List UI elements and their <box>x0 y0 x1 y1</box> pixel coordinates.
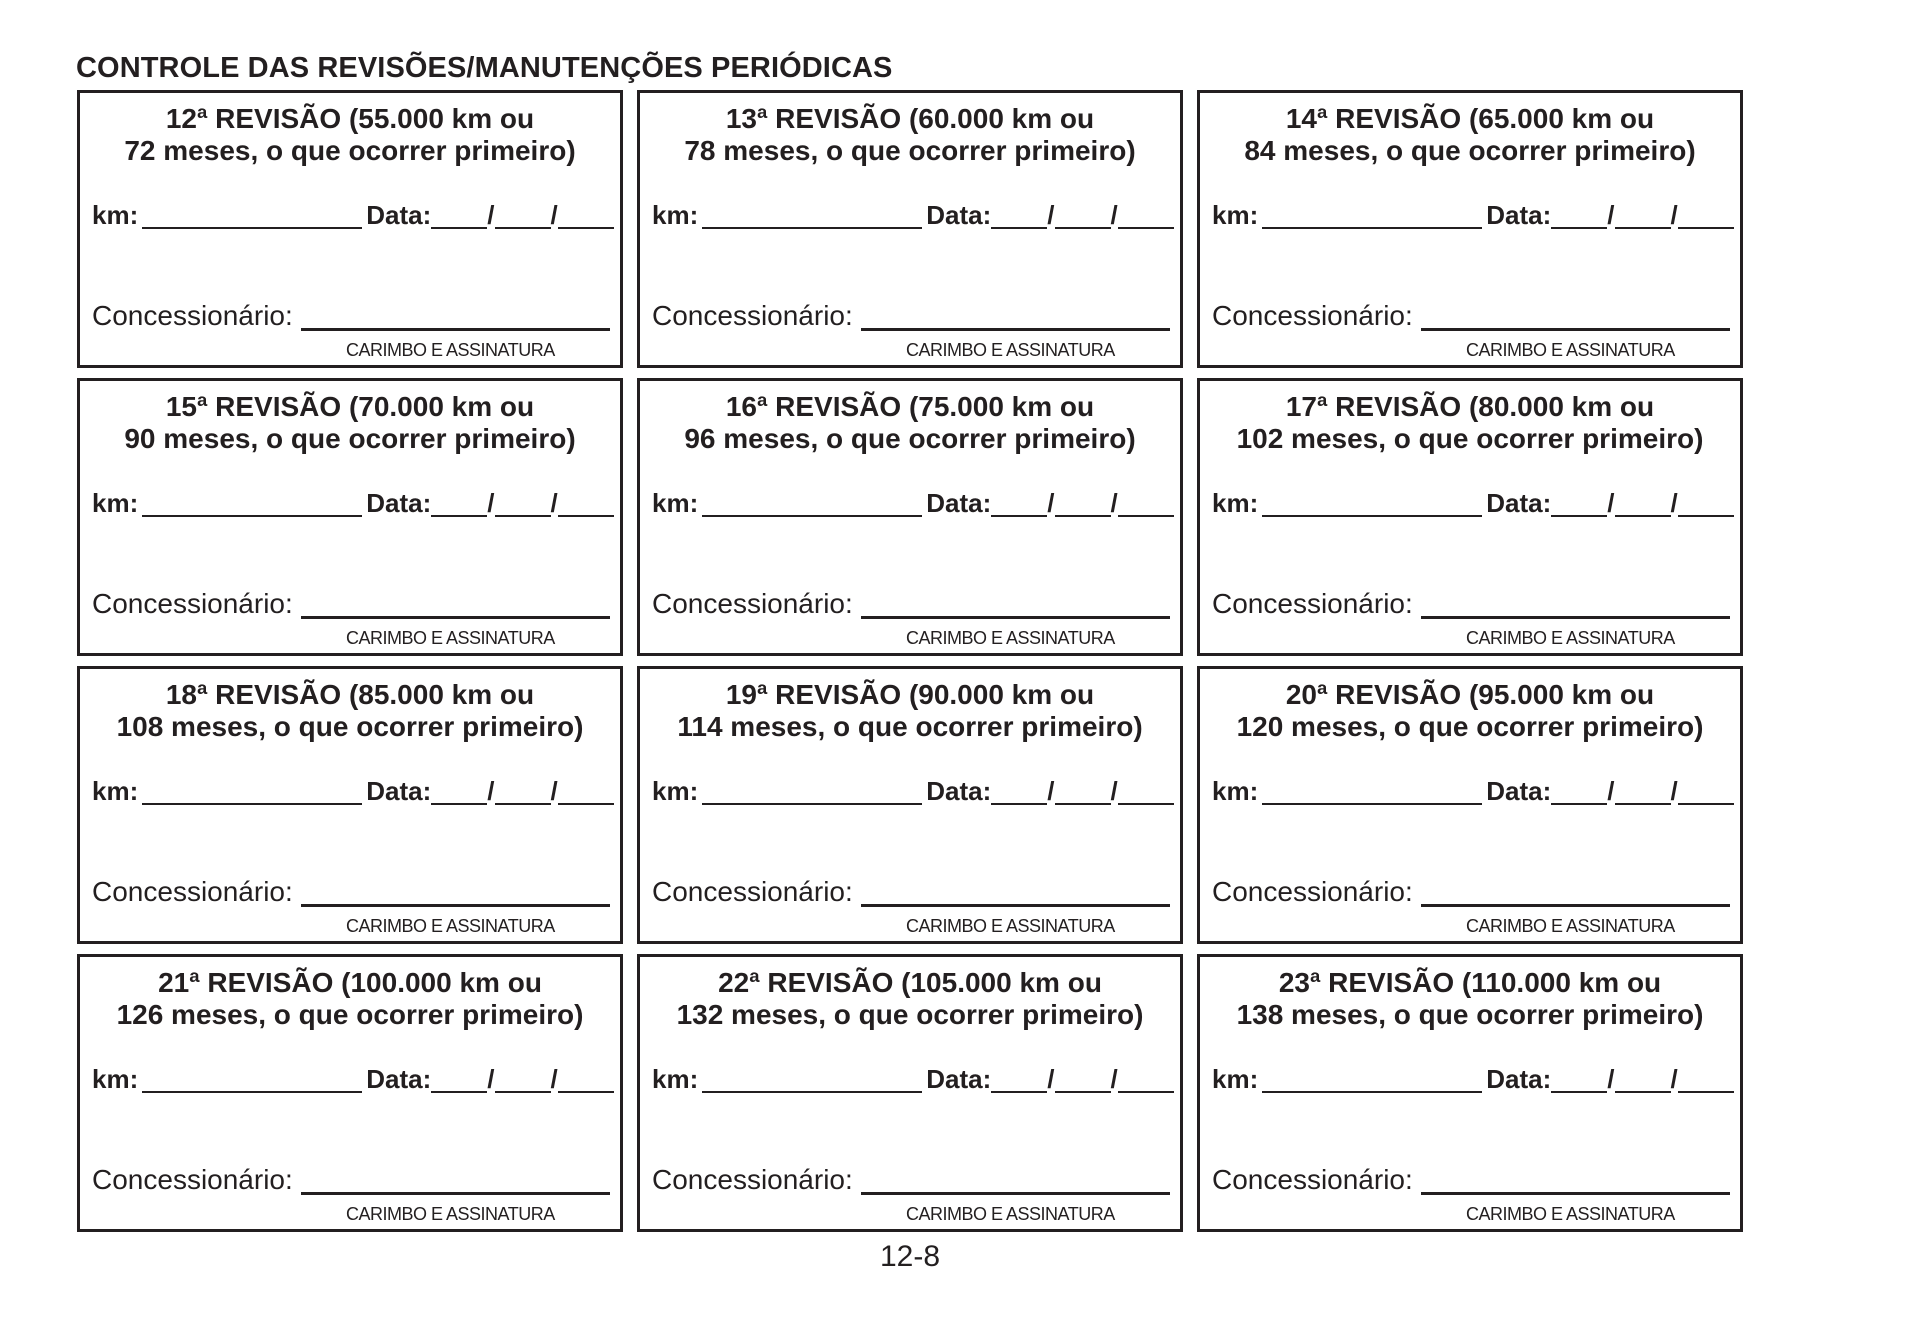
date-month-field[interactable] <box>1615 491 1671 517</box>
dealer-row <box>652 301 1170 331</box>
dealer-signature-field[interactable] <box>301 306 610 331</box>
stamp-label: CARIMBO E ASSINATURA <box>346 628 555 648</box>
revision-title <box>640 967 1180 1031</box>
date-label: Data: <box>926 1064 992 1094</box>
dealer-signature-field[interactable] <box>301 594 610 619</box>
revision-card <box>1197 378 1743 656</box>
revision-title <box>1200 967 1740 1031</box>
dealer-row <box>92 1165 610 1195</box>
stamp-label: CARIMBO E ASSINATURA <box>346 916 555 936</box>
dealer-label: Concessionário: <box>652 588 853 619</box>
date-label: Data: <box>1486 1064 1552 1094</box>
revision-title-line1: 13ª REVISÃO (60.000 km ou <box>725 103 1095 134</box>
date-day-field[interactable] <box>1551 1067 1607 1093</box>
revision-title <box>80 679 620 743</box>
km-field[interactable] <box>142 491 362 517</box>
revision-title <box>80 103 620 167</box>
date-day-field[interactable] <box>1551 779 1607 805</box>
revision-title <box>1200 679 1740 743</box>
date-label: Data: <box>366 200 432 230</box>
date-year-field[interactable] <box>558 779 614 805</box>
km-field[interactable] <box>142 203 362 229</box>
stamp-label: CARIMBO E ASSINATURA <box>346 1204 555 1224</box>
date-label: Data: <box>926 488 992 518</box>
dealer-row <box>92 877 610 907</box>
date-month-field[interactable] <box>495 779 551 805</box>
date-day-field[interactable] <box>431 203 487 229</box>
dealer-label: Concessionário: <box>1212 300 1413 331</box>
date-separator: / <box>550 488 558 518</box>
km-date-row <box>1212 201 1734 229</box>
date-month-field[interactable] <box>1055 203 1111 229</box>
dealer-signature-field[interactable] <box>301 1170 610 1195</box>
date-year-field[interactable] <box>1118 203 1174 229</box>
km-label: km: <box>652 488 699 518</box>
date-separator: / <box>1670 1064 1678 1094</box>
date-label: Data: <box>366 776 432 806</box>
dealer-label: Concessionário: <box>92 876 293 907</box>
km-field[interactable] <box>1262 1067 1482 1093</box>
date-year-field[interactable] <box>1678 779 1734 805</box>
date-separator: / <box>1607 200 1615 230</box>
date-day-field[interactable] <box>991 491 1047 517</box>
km-date-row <box>652 1065 1174 1093</box>
revision-grid <box>77 90 1743 1232</box>
date-label: Data: <box>366 1064 432 1094</box>
revision-card <box>1197 90 1743 368</box>
date-separator: / <box>1110 1064 1118 1094</box>
revision-title-line2: 90 meses, o que ocorrer primeiro) <box>124 423 576 454</box>
dealer-label: Concessionário: <box>1212 876 1413 907</box>
km-date-row <box>652 201 1174 229</box>
km-label: km: <box>92 488 139 518</box>
revision-title <box>80 391 620 455</box>
date-label: Data: <box>366 488 432 518</box>
revision-title-line1: 12ª REVISÃO (55.000 km ou <box>165 103 535 134</box>
dealer-signature-field[interactable] <box>1421 882 1730 907</box>
date-label: Data: <box>1486 200 1552 230</box>
date-separator: / <box>1047 776 1055 806</box>
date-month-field[interactable] <box>495 203 551 229</box>
km-label: km: <box>1212 1064 1259 1094</box>
date-separator: / <box>487 488 495 518</box>
km-field[interactable] <box>1262 203 1482 229</box>
km-date-row <box>1212 777 1734 805</box>
stamp-label: CARIMBO E ASSINATURA <box>906 340 1115 360</box>
dealer-signature-field[interactable] <box>861 1170 1170 1195</box>
date-year-field[interactable] <box>558 491 614 517</box>
date-year-field[interactable] <box>1678 491 1734 517</box>
km-label: km: <box>652 776 699 806</box>
date-day-field[interactable] <box>431 779 487 805</box>
date-separator: / <box>550 776 558 806</box>
date-day-field[interactable] <box>431 1067 487 1093</box>
date-label: Data: <box>926 200 992 230</box>
revision-title-line1: 17ª REVISÃO (80.000 km ou <box>1285 391 1655 422</box>
date-separator: / <box>1110 776 1118 806</box>
revision-title <box>1200 103 1740 167</box>
date-label: Data: <box>1486 488 1552 518</box>
date-separator: / <box>487 200 495 230</box>
km-date-row <box>1212 489 1734 517</box>
dealer-signature-field[interactable] <box>861 882 1170 907</box>
km-field[interactable] <box>702 491 922 517</box>
date-year-field[interactable] <box>1678 1067 1734 1093</box>
revision-title-line1: 21ª REVISÃO (100.000 km ou <box>158 967 542 998</box>
date-day-field[interactable] <box>991 203 1047 229</box>
revision-card <box>637 666 1183 944</box>
revision-title-line2: 132 meses, o que ocorrer primeiro) <box>676 999 1144 1030</box>
revision-title-line2: 120 meses, o que ocorrer primeiro) <box>1236 711 1704 742</box>
date-year-field[interactable] <box>1678 203 1734 229</box>
dealer-row <box>1212 589 1730 619</box>
km-field[interactable] <box>142 1067 362 1093</box>
dealer-row <box>92 301 610 331</box>
revision-title-line2: 126 meses, o que ocorrer primeiro) <box>116 999 584 1030</box>
km-field[interactable] <box>702 779 922 805</box>
date-separator: / <box>487 776 495 806</box>
date-year-field[interactable] <box>558 203 614 229</box>
date-month-field[interactable] <box>495 1067 551 1093</box>
revision-title-line2: 102 meses, o que ocorrer primeiro) <box>1236 423 1704 454</box>
dealer-label: Concessionário: <box>92 300 293 331</box>
page-title: CONTROLE DAS REVISÕES/MANUTENÇÕES PERIÓDICAS <box>76 52 893 84</box>
km-label: km: <box>1212 488 1259 518</box>
km-label: km: <box>652 200 699 230</box>
stamp-label: CARIMBO E ASSINATURA <box>346 340 555 360</box>
date-label: Data: <box>926 776 992 806</box>
date-year-field[interactable] <box>1118 1067 1174 1093</box>
revision-title <box>1200 391 1740 455</box>
dealer-row <box>92 589 610 619</box>
km-field[interactable] <box>1262 779 1482 805</box>
date-separator: / <box>550 200 558 230</box>
stamp-label: CARIMBO E ASSINATURA <box>1466 628 1675 648</box>
dealer-row <box>652 589 1170 619</box>
dealer-signature-field[interactable] <box>1421 1170 1730 1195</box>
date-separator: / <box>487 1064 495 1094</box>
dealer-signature-field[interactable] <box>861 594 1170 619</box>
date-month-field[interactable] <box>1615 203 1671 229</box>
revision-title-line1: 16ª REVISÃO (75.000 km ou <box>725 391 1095 422</box>
km-label: km: <box>92 776 139 806</box>
dealer-label: Concessionário: <box>652 1164 853 1195</box>
km-date-row <box>652 489 1174 517</box>
date-day-field[interactable] <box>1551 203 1607 229</box>
date-separator: / <box>550 1064 558 1094</box>
revision-title-line2: 96 meses, o que ocorrer primeiro) <box>684 423 1136 454</box>
date-month-field[interactable] <box>1055 779 1111 805</box>
date-year-field[interactable] <box>558 1067 614 1093</box>
date-separator: / <box>1607 488 1615 518</box>
date-separator: / <box>1670 200 1678 230</box>
date-month-field[interactable] <box>1055 1067 1111 1093</box>
dealer-label: Concessionário: <box>92 588 293 619</box>
date-day-field[interactable] <box>1551 491 1607 517</box>
km-field[interactable] <box>142 779 362 805</box>
stamp-label: CARIMBO E ASSINATURA <box>1466 340 1675 360</box>
km-label: km: <box>92 1064 139 1094</box>
revision-title-line1: 23ª REVISÃO (110.000 km ou <box>1278 967 1662 998</box>
date-month-field[interactable] <box>1055 491 1111 517</box>
date-separator: / <box>1607 1064 1615 1094</box>
date-separator: / <box>1047 1064 1055 1094</box>
revision-title-line1: 18ª REVISÃO (85.000 km ou <box>165 679 535 710</box>
date-separator: / <box>1607 776 1615 806</box>
revision-title-line2: 138 meses, o que ocorrer primeiro) <box>1236 999 1704 1030</box>
date-separator: / <box>1670 488 1678 518</box>
revision-title-line1: 19ª REVISÃO (90.000 km ou <box>725 679 1095 710</box>
km-label: km: <box>1212 200 1259 230</box>
revision-card <box>637 378 1183 656</box>
revision-card <box>1197 666 1743 944</box>
km-date-row <box>92 489 614 517</box>
revision-card <box>77 90 623 368</box>
dealer-signature-field[interactable] <box>301 882 610 907</box>
km-field[interactable] <box>1262 491 1482 517</box>
revision-title-line2: 108 meses, o que ocorrer primeiro) <box>116 711 584 742</box>
revision-title <box>640 391 1180 455</box>
dealer-label: Concessionário: <box>1212 588 1413 619</box>
km-date-row <box>652 777 1174 805</box>
dealer-row <box>652 877 1170 907</box>
date-year-field[interactable] <box>1118 779 1174 805</box>
page-number: 12-8 <box>879 1240 941 1273</box>
dealer-row <box>652 1165 1170 1195</box>
dealer-signature-field[interactable] <box>861 306 1170 331</box>
revision-card <box>1197 954 1743 1232</box>
dealer-row <box>1212 1165 1730 1195</box>
revision-card <box>637 90 1183 368</box>
revision-card <box>637 954 1183 1232</box>
date-day-field[interactable] <box>991 1067 1047 1093</box>
revision-title-line2: 78 meses, o que ocorrer primeiro) <box>684 135 1136 166</box>
dealer-label: Concessionário: <box>652 300 853 331</box>
date-label: Data: <box>1486 776 1552 806</box>
date-month-field[interactable] <box>1615 779 1671 805</box>
date-separator: / <box>1047 488 1055 518</box>
km-label: km: <box>1212 776 1259 806</box>
date-separator: / <box>1047 200 1055 230</box>
dealer-label: Concessionário: <box>92 1164 293 1195</box>
dealer-row <box>1212 301 1730 331</box>
km-date-row <box>1212 1065 1734 1093</box>
date-separator: / <box>1110 488 1118 518</box>
revision-card <box>77 954 623 1232</box>
km-date-row <box>92 777 614 805</box>
date-day-field[interactable] <box>991 779 1047 805</box>
dealer-signature-field[interactable] <box>1421 594 1730 619</box>
dealer-signature-field[interactable] <box>1421 306 1730 331</box>
km-field[interactable] <box>702 1067 922 1093</box>
revision-title-line1: 14ª REVISÃO (65.000 km ou <box>1285 103 1655 134</box>
revision-card <box>77 666 623 944</box>
revision-title-line2: 84 meses, o que ocorrer primeiro) <box>1244 135 1696 166</box>
date-month-field[interactable] <box>1615 1067 1671 1093</box>
dealer-label: Concessionário: <box>652 876 853 907</box>
km-field[interactable] <box>702 203 922 229</box>
revision-title-line2: 72 meses, o que ocorrer primeiro) <box>124 135 576 166</box>
revision-title-line1: 15ª REVISÃO (70.000 km ou <box>165 391 535 422</box>
stamp-label: CARIMBO E ASSINATURA <box>906 1204 1115 1224</box>
dealer-label: Concessionário: <box>1212 1164 1413 1195</box>
date-month-field[interactable] <box>495 491 551 517</box>
km-label: km: <box>652 1064 699 1094</box>
revision-card <box>77 378 623 656</box>
dealer-row <box>1212 877 1730 907</box>
date-separator: / <box>1670 776 1678 806</box>
revision-title <box>80 967 620 1031</box>
stamp-label: CARIMBO E ASSINATURA <box>906 628 1115 648</box>
revision-title <box>640 679 1180 743</box>
stamp-label: CARIMBO E ASSINATURA <box>1466 1204 1675 1224</box>
stamp-label: CARIMBO E ASSINATURA <box>906 916 1115 936</box>
km-label: km: <box>92 200 139 230</box>
revision-title-line2: 114 meses, o que ocorrer primeiro) <box>677 711 1143 742</box>
revision-title-line1: 22ª REVISÃO (105.000 km ou <box>718 967 1102 998</box>
date-separator: / <box>1110 200 1118 230</box>
revision-title <box>640 103 1180 167</box>
date-day-field[interactable] <box>431 491 487 517</box>
date-year-field[interactable] <box>1118 491 1174 517</box>
km-date-row <box>92 1065 614 1093</box>
km-date-row <box>92 201 614 229</box>
revision-title-line1: 20ª REVISÃO (95.000 km ou <box>1285 679 1655 710</box>
stamp-label: CARIMBO E ASSINATURA <box>1466 916 1675 936</box>
